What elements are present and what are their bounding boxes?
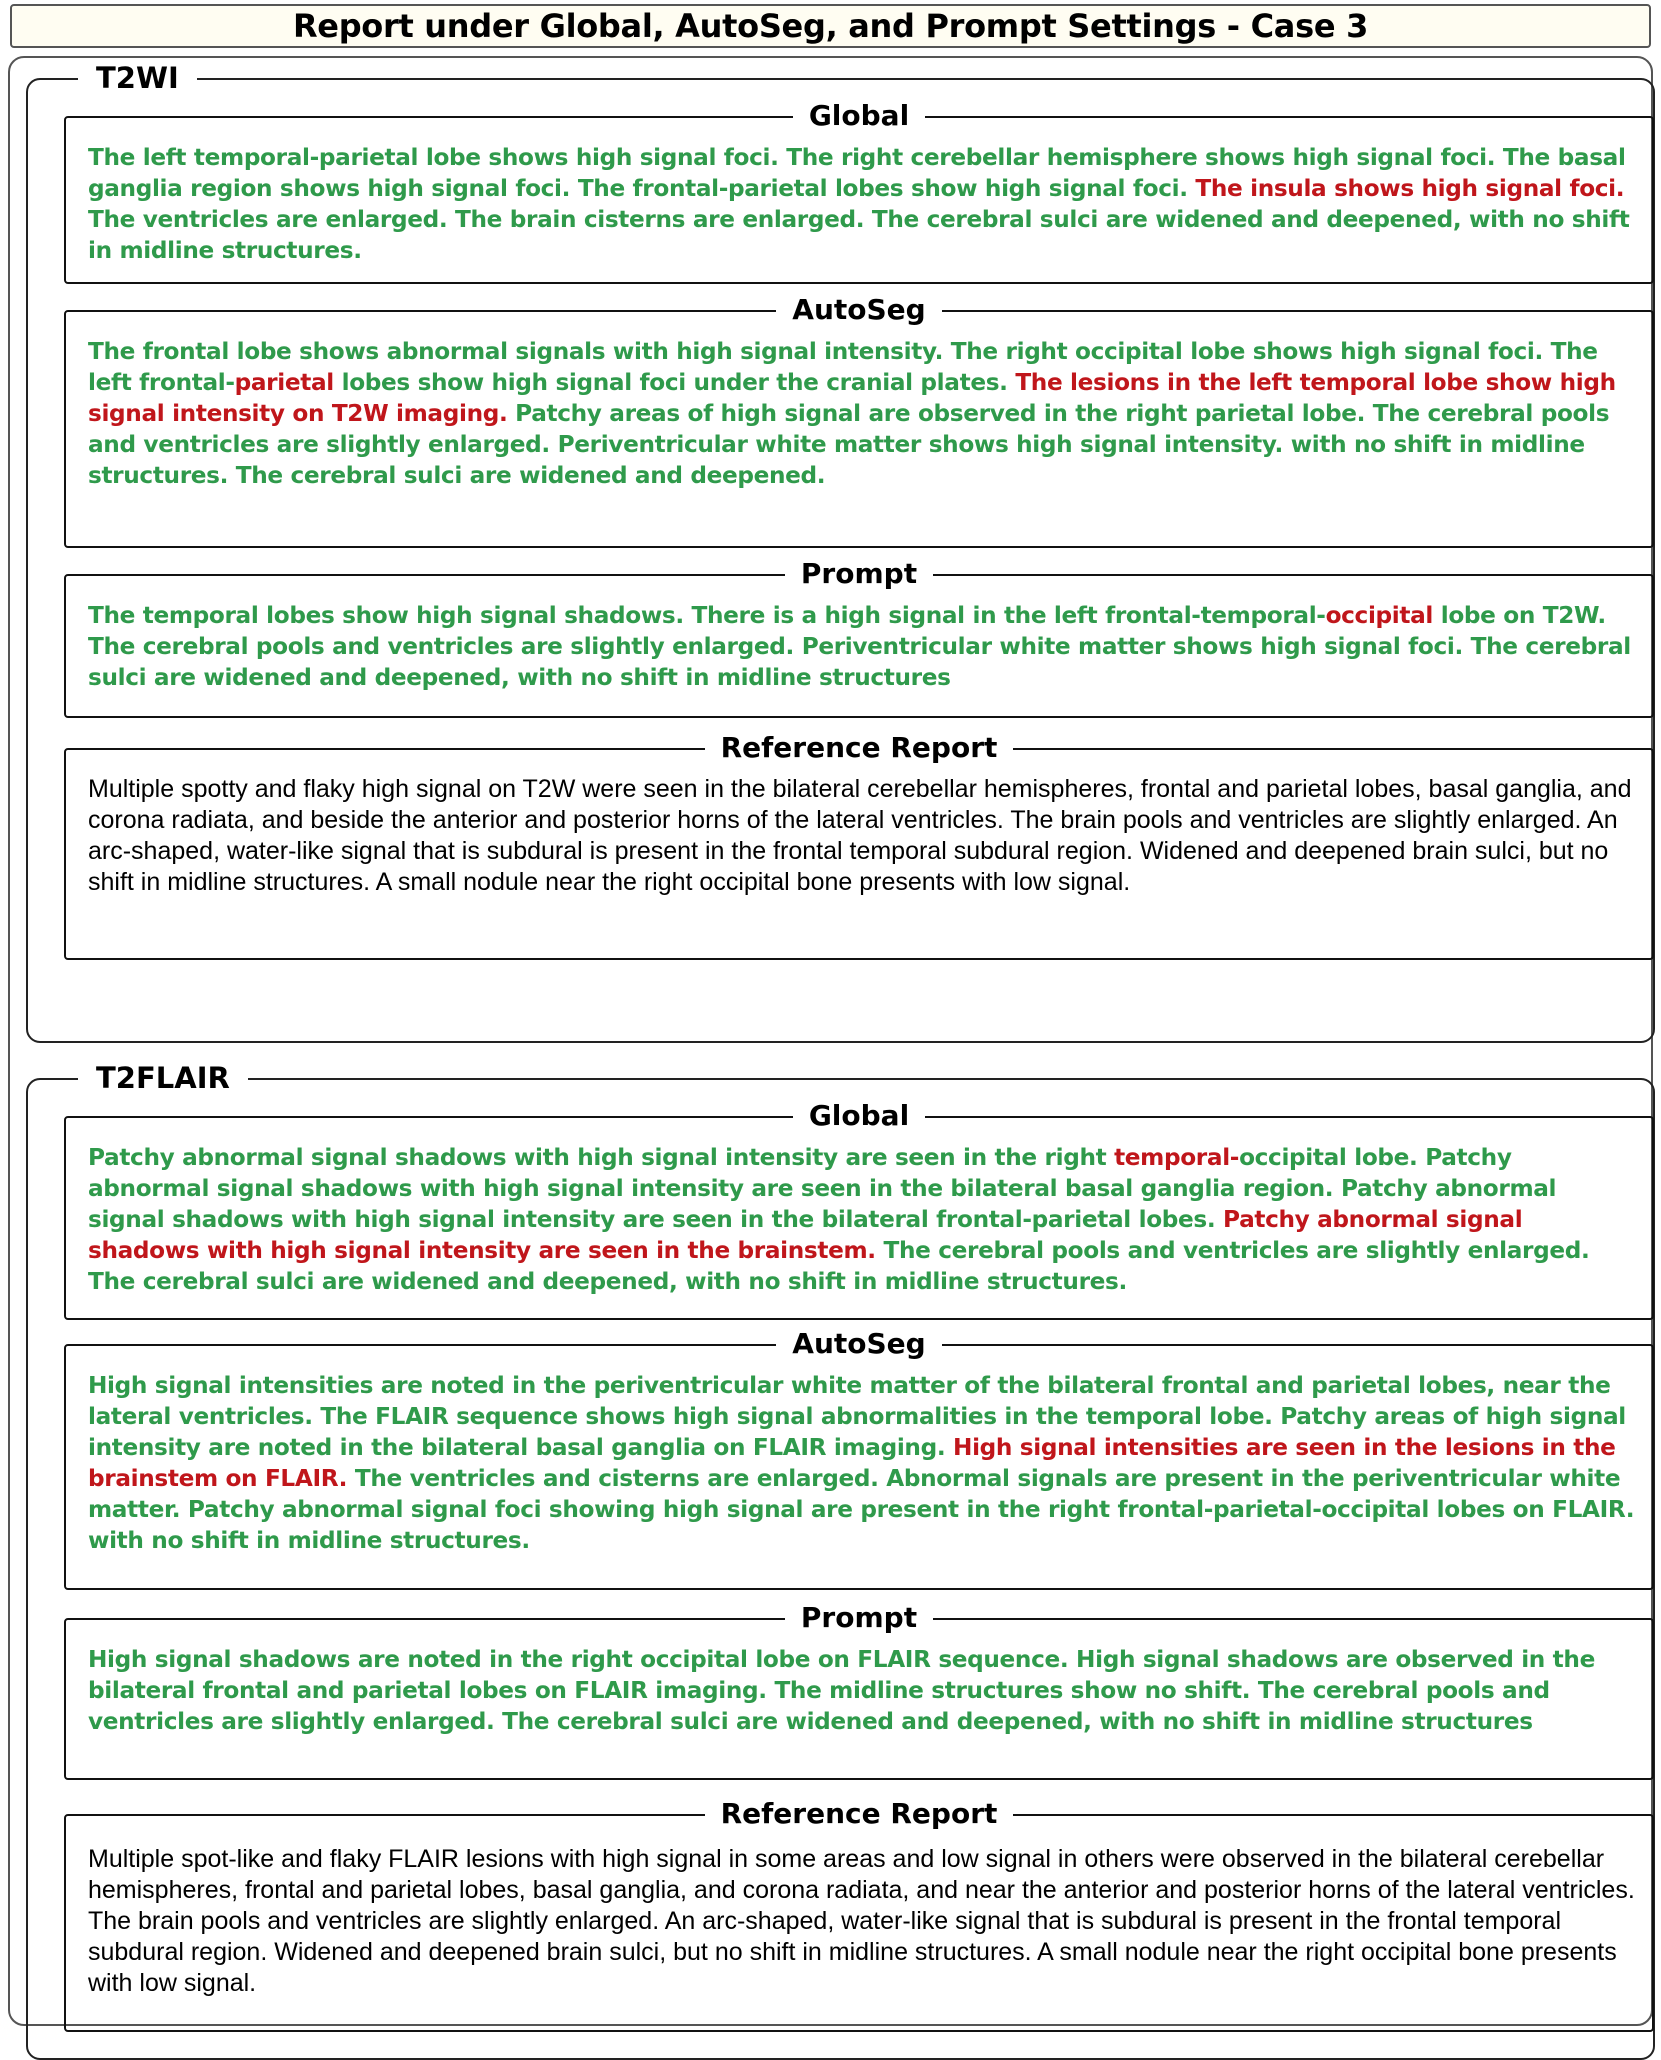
report-text [88,600,1638,693]
section-label: T2FLAIR [78,1060,248,1096]
report-box-global [64,99,1654,284]
reference-text: Multiple spot-like and flaky FLAIR lesions with high signal in some areas and low signal in others were observed in the bilateral cerebellar hemispheres, frontal and parietal lobes, basal ganglia, and corona radiata, and near the anterior and posterior horns of the lateral ventricles. The brain pools and ventricles are slightly enlarged. An arc-shaped, water-like signal that is subdural is present in the frontal temporal subdural region. Widened and deepened brain sulci, but no shift in midline structures. A small nodule near the right occipital bone presents with low signal. [88,1845,1635,1997]
correct-finding-text: The left temporal-parietal lobe shows high signal foci. The right cerebellar hemisphere shows high signal foci. The basal ganglia region shows high signal foci. The frontal-parietal lobes show high signal foci. [88,144,1626,202]
box-label: Global [793,99,925,133]
incorrect-finding-text: High signal intensities are seen in the lesions in the brainstem on FLAIR. [88,1434,1616,1492]
report-box-global [64,1099,1654,1320]
correct-finding-text: Patchy areas of high signal are observed in the right parietal lobe. The cerebral pools and ventricles are slightly enlarged. Periventricular white matter shows high signal intensity. with no shift in midline structures. The cerebral sulci are widened and deepened. [88,400,1610,489]
box-label: Prompt [785,557,933,591]
correct-finding-text: The ventricles are enlarged. The brain cisterns are enlarged. The cerebral sulci are widened and deepened, with no shift in midline structures. [88,206,1630,264]
correct-finding-text: High signal shadows are noted in the right occipital lobe on FLAIR sequence. High signal shadows are observed in the bilateral frontal and parietal lobes on FLAIR imaging. The midline structures show no shift. The cerebral pools and ventricles are slightly enlarged. The cerebral sulci are widened and deepened, with no shift in midline structures [88,1646,1595,1735]
report-text [88,336,1638,491]
report-box-reference [64,731,1654,960]
report-text [88,1370,1638,1556]
report-box-autoseg [64,293,1654,548]
box-label: Global [793,1099,925,1133]
report-box-autoseg [64,1327,1654,1590]
report-text [88,1844,1638,1999]
report-text [88,1644,1638,1737]
report-box-prompt [64,557,1654,718]
correct-finding-text: Patchy abnormal signal shadows with high signal intensity are seen in the right [88,1144,1115,1171]
correct-finding-text: The temporal lobes show high signal shadows. There is a high signal in the left frontal-temporal- [88,602,1326,629]
correct-finding-text: The ventricles and cisterns are enlarged. Abnormal signals are present in the periventricular white matter. Patchy abnormal signal foci showing high signal are present in the right frontal-parietal-occipital lobes on FLAIR. with no shift in midline structures. [88,1465,1635,1554]
correct-finding-text: The frontal lobe shows abnormal signals with high signal intensity. The right occipital lobe shows high signal foci. The left frontal- [88,338,1598,396]
correct-finding-text: The cerebral pools and ventricles are slightly enlarged. The cerebral sulci are widened and deepened, with no shift in midline structures. [88,1237,1590,1295]
box-label: AutoSeg [776,1327,941,1361]
report-text [88,142,1638,266]
incorrect-finding-text: parietal [234,369,334,396]
report-box-prompt [64,1601,1654,1780]
correct-finding-text: occipital lobe. Patchy abnormal signal shadows with high signal intensity are seen in the bilateral basal ganglia region. Patchy abnormal signal shadows with high signal intensity are seen in the bilateral frontal-parietal lobes. [88,1144,1557,1233]
box-label: Reference Report [705,1797,1014,1831]
box-label: AutoSeg [776,293,941,327]
correct-finding-text: lobes show high signal foci under the cranial plates. [333,369,1016,396]
section-t2wi [26,61,1655,1043]
incorrect-finding-text: Patchy abnormal signal shadows with high signal intensity are seen in the brainstem. [88,1206,1523,1264]
correct-finding-text: High signal intensities are noted in the periventricular white matter of the bilateral frontal and parietal lobes, near the lateral ventricles. The FLAIR sequence shows high signal abnormalities in the temporal lobe. Patchy areas of high signal intensity are noted in the bilateral basal ganglia on FLAIR imaging. [88,1372,1626,1461]
incorrect-finding-text: occipital [1325,602,1434,629]
section-label: T2WI [78,60,197,96]
report-container [8,56,1653,2026]
report-box-reference [64,1797,1654,2032]
report-text [88,1142,1638,1297]
box-label: Prompt [785,1601,933,1635]
reference-text: Multiple spotty and flaky high signal on T2W were seen in the bilateral cerebellar hemispheres, frontal and parietal lobes, basal ganglia, and corona radiata, and beside the anterior and posterior horns of the lateral ventricles. The brain pools and ventricles are slightly enlarged. An arc-shaped, water-like signal that is subdural is present in the frontal temporal subdural region. Widened and deepened brain sulci, but no shift in midline structures. A small nodule near the right occipital bone presents with low signal. [88,775,1632,896]
report-text [88,774,1638,898]
correct-finding-text: lobe on T2W. The cerebral pools and ventricles are slightly enlarged. Periventricular white matter shows high signal foci. The cerebral sulci are widened and deepened, with no shift in midline structures [88,602,1631,691]
incorrect-finding-text: temporal- [1114,1144,1240,1171]
incorrect-finding-text: The insula shows high signal foci. [1195,175,1625,202]
page-title: Report under Global, AutoSeg, and Prompt Settings - Case 3 [10,4,1651,48]
incorrect-finding-text: The lesions in the left temporal lobe show high signal intensity on T2W imaging. [88,369,1616,427]
box-label: Reference Report [705,731,1014,765]
section-t2flair [26,1061,1655,2060]
